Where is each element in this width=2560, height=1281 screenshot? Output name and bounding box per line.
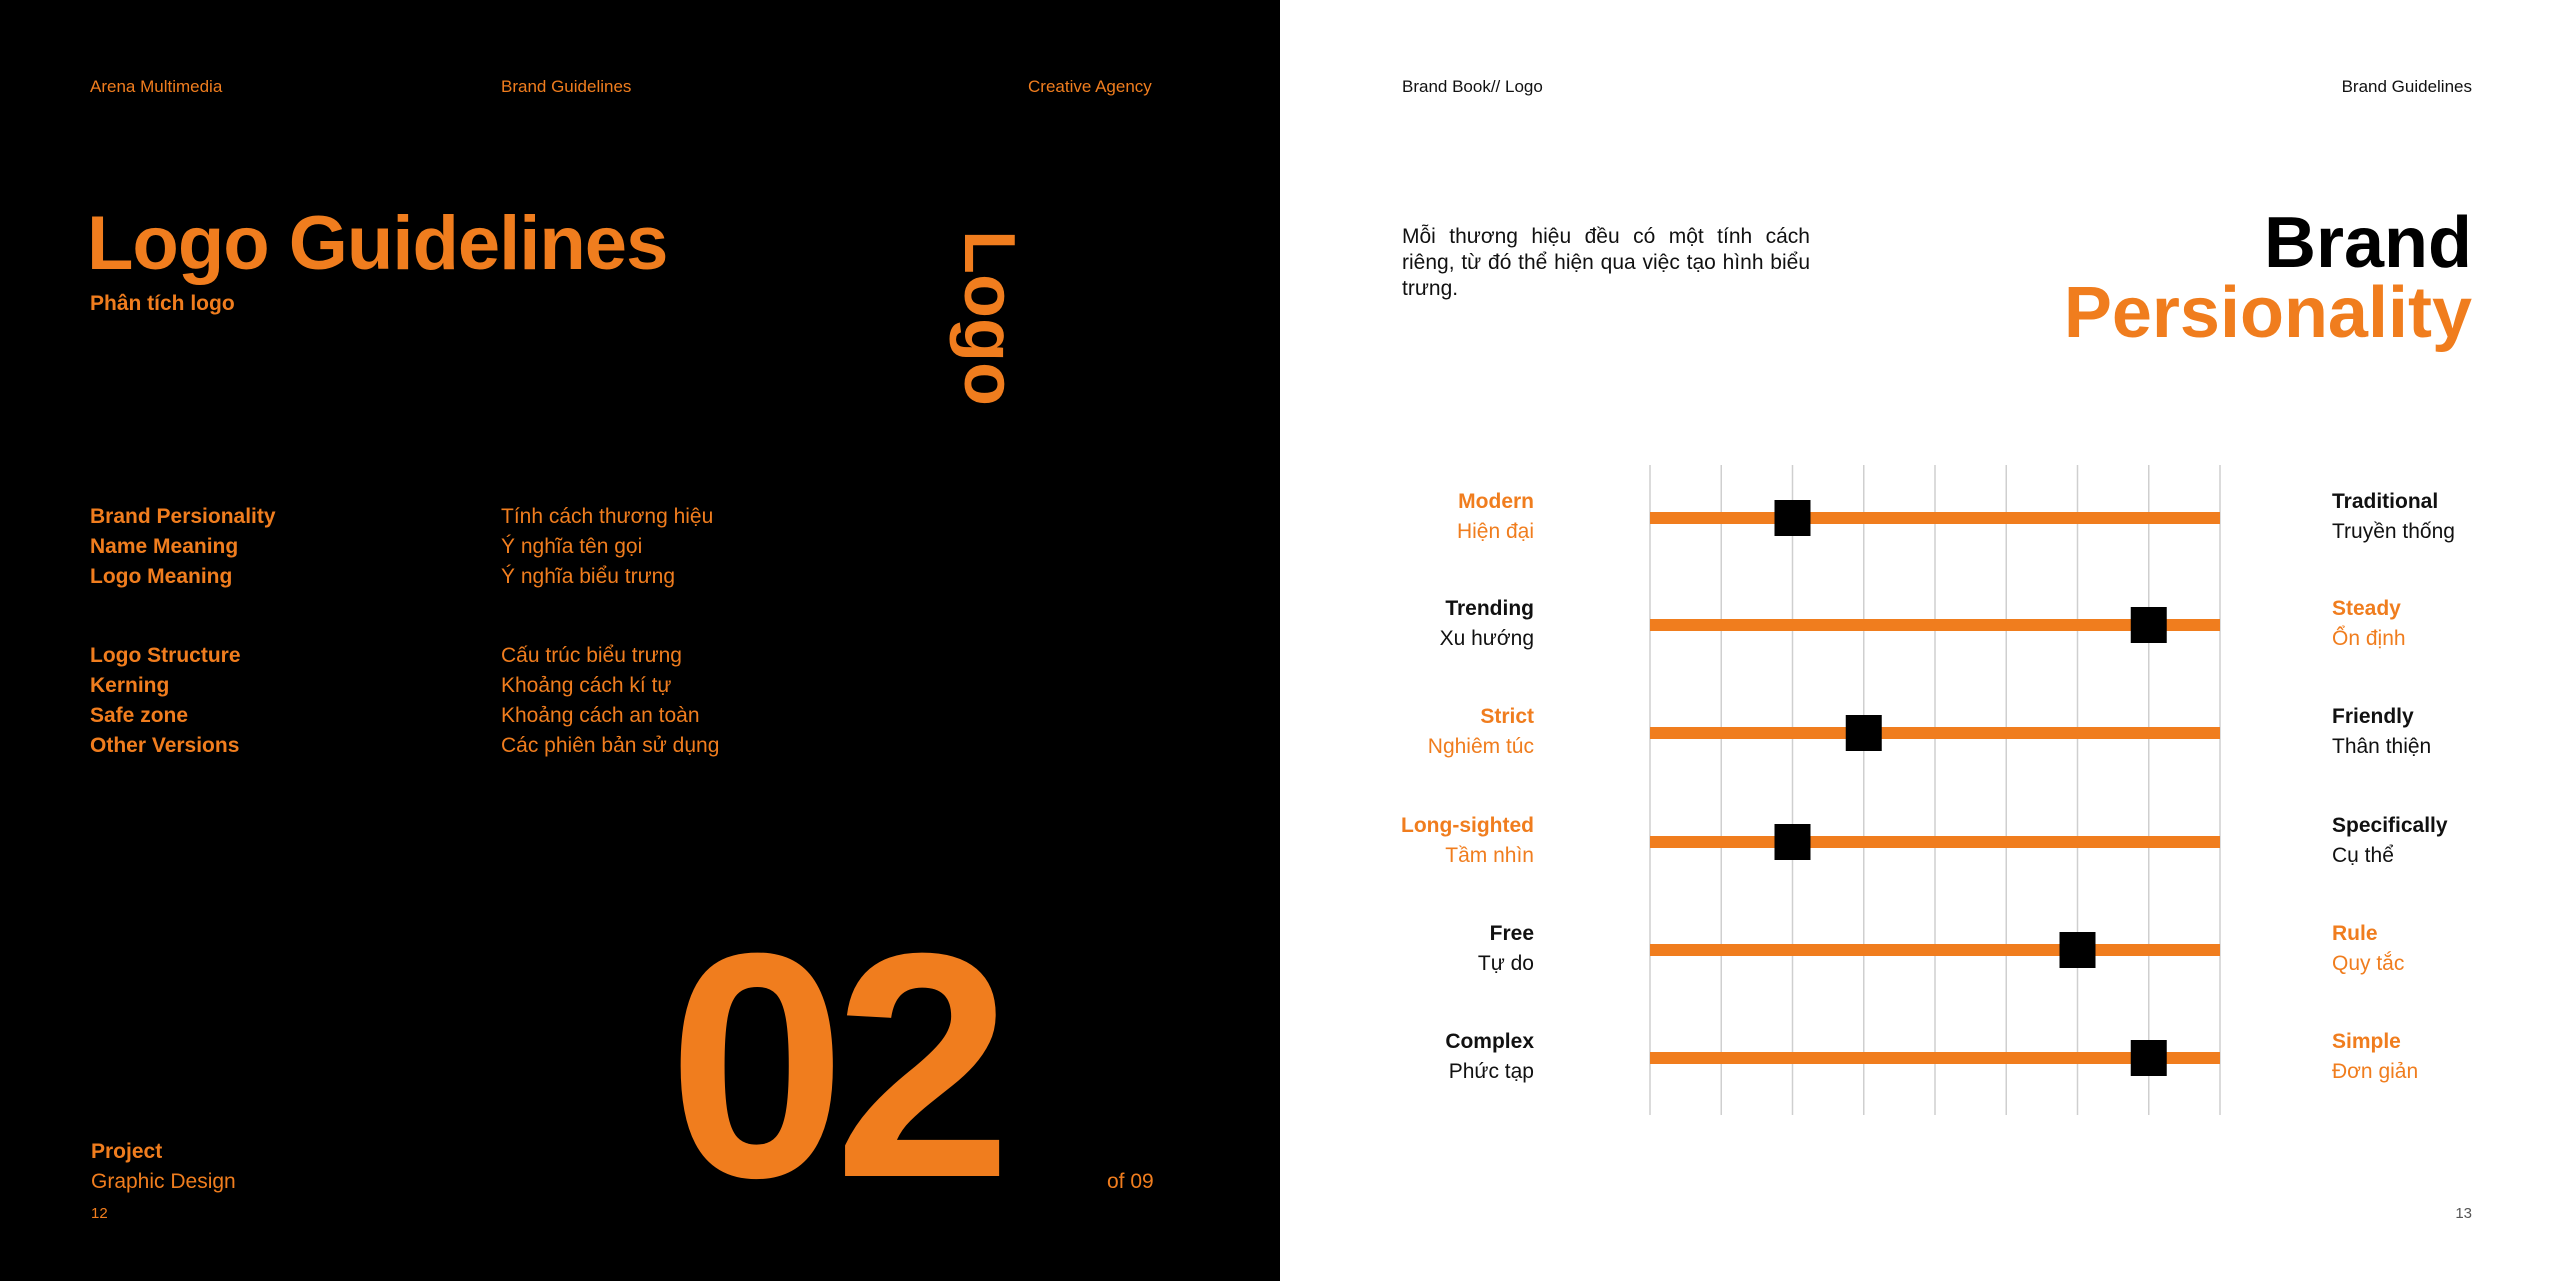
- scale-marker: [2131, 607, 2167, 643]
- header-left: Arena Multimedia: [90, 77, 223, 96]
- scale-marker: [1846, 715, 1882, 751]
- toc-item-en: Name Meaning: [90, 535, 239, 558]
- toc-item-vi: Khoảng cách an toàn: [501, 704, 700, 727]
- toc-group-1-en: [90, 502, 276, 592]
- header-left: Brand Book// Logo: [1402, 77, 1543, 96]
- scale-bar: [1650, 836, 2220, 848]
- toc-item-vi: Các phiên bản sử dụng: [501, 734, 720, 757]
- scale-marker: [1775, 500, 1811, 536]
- toc-item-vi: Ý nghĩa tên gọi: [501, 535, 643, 558]
- trait-right-vi: Quy tắc: [2332, 952, 2405, 975]
- header-right: Creative Agency: [1028, 77, 1152, 96]
- toc-item-vi: Cấu trúc biểu trưng: [501, 644, 682, 667]
- trait-right-vi: Ổn định: [2332, 627, 2406, 650]
- trait-right-en: Steady: [2332, 597, 2401, 620]
- page-number-left: 12: [91, 1205, 108, 1222]
- toc-item-en: Logo Meaning: [90, 565, 233, 588]
- trait-right-en: Rule: [2332, 922, 2378, 945]
- trait-left-en: Modern: [1458, 490, 1534, 513]
- trait-left-vi: Nghiêm túc: [1427, 735, 1534, 758]
- brand-title-line1: Brand: [2263, 203, 2472, 283]
- project-label: Project: [91, 1140, 163, 1163]
- trait-right-en: Simple: [2332, 1030, 2401, 1053]
- page-subtitle: Phân tích logo: [90, 292, 235, 315]
- toc-item-en: Other Versions: [90, 734, 240, 757]
- toc-group-2-en: [90, 641, 241, 761]
- toc-group-1-vi: [501, 502, 713, 592]
- header-right: Brand Guidelines: [2341, 77, 2472, 96]
- project-value: Graphic Design: [91, 1170, 236, 1193]
- scale-marker: [2131, 1040, 2167, 1076]
- page-number-right: 13: [2455, 1205, 2472, 1222]
- trait-right-vi: Thân thiện: [2332, 735, 2432, 758]
- trait-right-en: Friendly: [2332, 705, 2414, 728]
- trait-right-vi: Đơn giản: [2332, 1060, 2419, 1083]
- brand-title-line2: Persionality: [2063, 273, 2472, 353]
- trait-left-vi: Hiện đại: [1456, 520, 1534, 543]
- chapter-number: 02: [668, 886, 1000, 1244]
- toc-group-2-vi: [501, 641, 719, 761]
- scale-bar: [1650, 727, 2220, 739]
- trait-right-vi: Truyền thống: [2332, 520, 2455, 543]
- scale-marker: [2060, 932, 2096, 968]
- toc-item-en: Safe zone: [90, 704, 189, 727]
- trait-right-vi: Cụ thể: [2332, 844, 2394, 867]
- toc-item-vi: Tính cách thương hiệu: [501, 505, 714, 528]
- trait-left-en: Complex: [1445, 1030, 1534, 1053]
- toc-item-vi: Ý nghĩa biểu trưng: [501, 565, 676, 588]
- toc-item-en: Logo Structure: [90, 644, 241, 667]
- header-center: Brand Guidelines: [501, 77, 632, 96]
- page-title: Logo Guidelines: [87, 201, 668, 286]
- toc-item-en: Brand Persionality: [90, 505, 276, 528]
- trait-left-en: Strict: [1480, 705, 1534, 728]
- trait-left-vi: Xu hướng: [1439, 627, 1534, 650]
- toc-item-en: Kerning: [90, 674, 170, 697]
- scale-marker: [1775, 824, 1811, 860]
- trait-left-en: Long-sighted: [1401, 814, 1534, 837]
- trait-right-en: Traditional: [2332, 490, 2439, 513]
- trait-left-en: Free: [1489, 922, 1534, 945]
- right-page: [1280, 0, 2560, 1281]
- vertical-logo-word: Logo: [949, 230, 1029, 406]
- scale-bar: [1650, 512, 2220, 524]
- trait-left-vi: Phức tạp: [1448, 1060, 1534, 1083]
- trait-left-en: Trending: [1445, 597, 1534, 620]
- of-total: of 09: [1107, 1170, 1154, 1193]
- trait-right-en: Specifically: [2332, 814, 2448, 837]
- trait-left-vi: Tự do: [1477, 952, 1534, 975]
- scale-bar: [1650, 944, 2220, 956]
- trait-left-vi: Tầm nhìn: [1445, 844, 1534, 867]
- toc-item-vi: Khoảng cách kí tự: [501, 674, 672, 697]
- intro-paragraph: Mỗi thương hiệu đều có một tính cách riêng, từ đó thể hiện qua việc tạo hình biểu trưng.: [1402, 225, 1810, 300]
